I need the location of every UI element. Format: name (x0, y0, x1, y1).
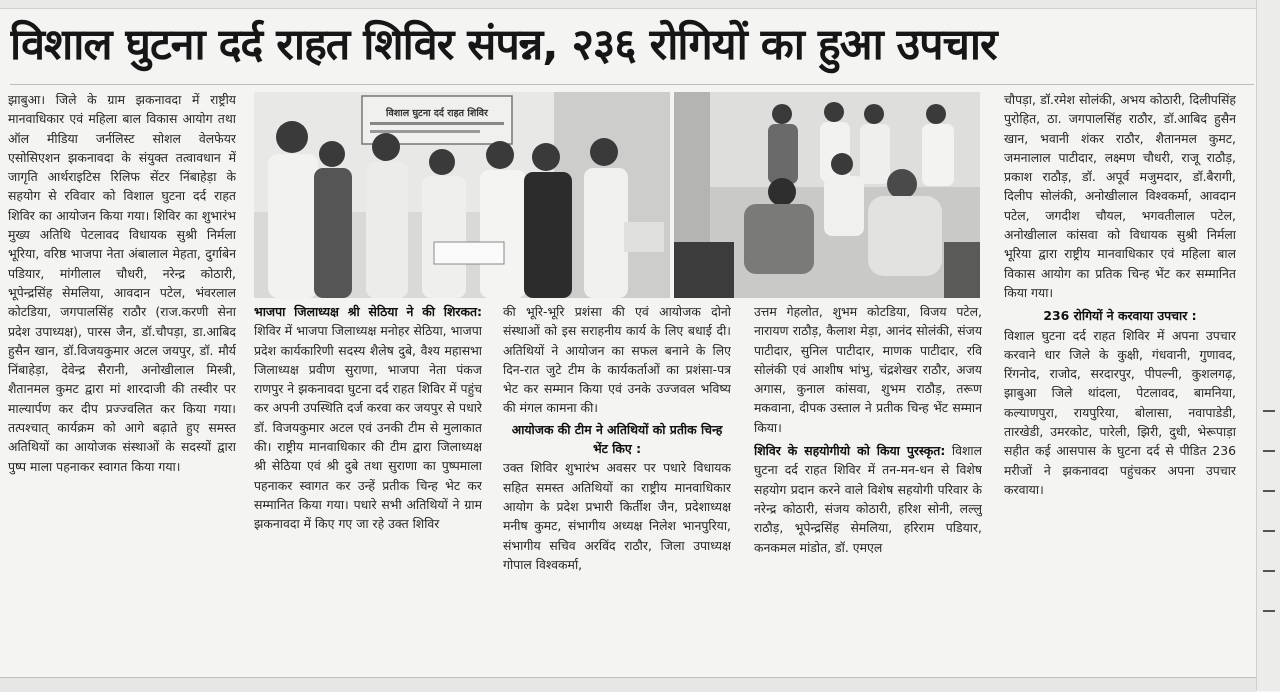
edge-mark (1263, 450, 1275, 452)
column-3-text-b: उक्त शिविर शुभारंभ अवसर पर पधारे विधायक सहित समस्त अतिथियों का राष्ट्रीय मानवाधिकार आयोग के प्रदेश प्रभारी किर्तीश जैन, प्रदेशाध्यक्ष मनीष कुमट, संभागीय अध्यक्ष निलेश भानपुरिया, संभागीय सचिव अरविंद राठौर, जिला उपाध्यक्ष गोपाल विश्वकर्मा, (503, 460, 731, 572)
column-4-body: विशाल घुटना दर्द राहत शिविर में तन-मन-धन से विशेष सहयोग प्रदान करने वाले विशेष सहयोगी परिवार के नरेन्द्र कोठारी, संजय कोठारी, हरिश सोनी, लल्लु राठौड़, भूपेन्द्रसिंह सेमलिया, हरिराम पडियार, कनकमल मांडोत, डॉ. एमएल (754, 443, 982, 555)
column-5-subheading-line (1004, 306, 1236, 325)
photo-patient-treatment (674, 92, 980, 298)
column-5-text-b: विशाल घुटना दर्द राहत शिविर में अपना उपचार करवाने धार जिले के कुक्षी, गंधवानी, गुणावद, रिंगनोद, राजोद, सरदारपुर, पीपल्नी, कुशलगढ़, झाबुआ जिले थांदला, पेटलावद, बामनिया, कल्याणपुरा, रायपुरिया, बोलासा, नवापाडेडी, तारखेडी, उमरकोट, पारेली, झिरी, दुधी, भेरूपाड़ा सहीत कई आसपास के घुटना दर्द से पीडित 236 मरीजों ने झकनावदा पहुंचकर अपना उपचार करवाया। (1004, 327, 1236, 497)
column-2-subheading: भाजपा जिलाध्यक्ष श्री सेठिया ने की शिरकत: (254, 304, 482, 319)
photo-certificate-presentation-image (254, 92, 670, 298)
column-5-text-a: चौपड़ा, डॉ.रमेश सोलंकी, अभय कोठारी, दिलीपसिंह पुरोहित, ठा. जगपालसिंह राठौर, डॉ.आबिद हुसैन खान, भवानी शंकर राठौर, शैतानमल कुमट, जमनालाल पाटीदार, लक्ष्मण चौधरी, राजू राठौड़, प्रकाश राठौड़, डॉ. अपूर्व मजुमदार, डॉ.बैरागी, दिलीप सोलंकी, अनोखीलाल विश्वकर्मा, आवदान पटेल, जगदीश चौयल, भगवतीलाल पटेल, अनोखीलाल कांसवा को विधायक सुश्री निर्मला भूरिया द्वारा राष्ट्रीय मानवाधिकार एवं महिला बाल विकास आयोग का प्रतिक चिन्ह भेंट कर सम्मानित किया गया। (1004, 92, 1236, 300)
column-2-text (254, 302, 482, 534)
edge-mark (1263, 570, 1275, 572)
column-3-subheading: आयोजक की टीम ने अतिथियों को प्रतीक चिन्ह भेंट किए : (511, 421, 723, 457)
column-2-body: शिविर में भाजपा जिलाध्यक्ष मनोहर सेठिया, भाजपा प्रदेश कार्यकारिणी सदस्य शैलेष दुबे, वैश्य महासभा जिलाध्यक्ष प्रवीण सुराणा, भाजपा नेता पंकज राणपुर ने झकनावदा घुटना दर्द राहत शिविर में पहुंच कर अपनी उपस्थिति दर्ज करवा कर जयपुर से पधारे डॉ. विजयकुमार अटल एवं उनकी टीम से मुलाकात की। राष्ट्रीय मानवाधिकार की टीम द्वारा जिलाध्यक्ष श्री सेठिया एवं श्री दुबे तथा सुराणा का पुष्पमाला पहनाकर स्वागत कर उन्हें प्रतीक चिन्ह भेट कर सम्मानित किया गया। पधारे सभी अतिथियों ने ग्राम झकनावदा में किए गए जा रहे उक्त शिविर (254, 323, 482, 532)
article-column-2 (254, 302, 482, 674)
column-4-subheading: शिविर के सहयोगीयो को किया पुरस्कृत: (754, 443, 946, 459)
column-3-text-a: की भूरि-भूरि प्रशंसा की एवं आयोजक दोनो संस्थाओं को इस सराहनीय कार्य के लिए बधाई दी। अतिथियों ने आयोजन का सफल बनाने के लिए दिन-रात जुटे टीम के कार्यकर्ताओं का प्रशंसा-पत्र भेट कर सम्मान किया एवं उनके उज्जवल भविष्य की मंगल कामना की। (503, 304, 731, 416)
column-3-subheading-line (503, 420, 731, 459)
edge-mark (1263, 530, 1275, 532)
column-1-text: झाबुआ। जिले के ग्राम झकनावदा में राष्ट्रीय मानवाधिकार एवं महिला बाल विकास आयोग तथा ऑल मीडिया जर्नलिस्ट सोशल वेलफेयर एसोसिएशन झकनावदा के संयुक्त तत्वावधान में जागृति आर्थराइटिस रिलिफ सेंटर निंबाहेड़ा के सहयोग से रविवार को विशाल घुटना दर्द राहत शिविर का आयोजन किया गया। शिविर का शुभारंभ मुख्य अतिथि पेटलावद विधायक सुश्री निर्मला भूरिया, वरिष्ठ भाजपा नेता अंबालाल मेहता, दुर्गाबेन पडियार, मांगीलाल चौधरी, नरेन्द्र कोठारी, भूपेन्द्रसिंह सेमलिया, आवदान पटेल, भंवरलाल कोटडिया, जगपालसिंह राठौर (राज.करणी सेना प्रदेश उपाध्यक्ष), पारस जैन, डॉ.चौपड़ा, डा.आबिद हुसैन खान, डॉ.विजयकुमार अटल जयपुर, डॉ. मौर्य निंबाहेड़ा, देवेन्द्र सैरानी, अनोखीलाल मिस्त्री, शैतानमल कुमट द्वारा मां शारदाजी की तस्वीर पर माल्यार्पण कर दीप प्रज्ज्वलित कर किया गया। तत्पश्चात् कार्यक्रम को आगे बढ़ाते हुए समस्त अतिथियों का आयोजक संस्थाओं के सदस्यों द्वारा पुष्प माला पहनाकर स्वागत किया गया। (8, 92, 236, 474)
edge-mark (1263, 490, 1275, 492)
banner-text: विशाल घुटना दर्द राहत शिविर (386, 108, 488, 119)
photo-patient-treatment-image (674, 92, 980, 298)
adjacent-page-edge (1256, 0, 1280, 691)
article-column-3 (503, 302, 731, 674)
headline: विशाल घुटना दर्द राहत शिविर संपन्न, २३६ रोगियों का हुआ उपचार (10, 20, 997, 70)
column-4-text-b-wrap (754, 441, 982, 557)
edge-mark (1263, 410, 1275, 412)
article-column-5 (1004, 90, 1236, 674)
column-4-text-a: उत्तम गेहलोत, शुभम कोटडिया, विजय पटेल, नारायण राठौड़, कैलाश मेड़ा, आनंद सोलंकी, संजय पाटीदार, सुनिल पाटीदार, माणक पाटीदार, रवि सोलंकी एवं आशीष भांभु, चंद्रशेखर राठौर, अजय अगास, कुनाल कांसवा, शुभम राठौड़, तरूण मकवाना, दीपक उस्ताल ने प्रतीक चिन्ह भेंट सम्मान किया। (754, 304, 982, 435)
article-column-4 (754, 302, 982, 674)
article-column-1 (8, 90, 236, 670)
edge-mark (1263, 610, 1275, 612)
top-margin-strip (0, 0, 1280, 9)
bottom-margin-strip (0, 677, 1256, 692)
photo-certificate-presentation (254, 92, 670, 298)
column-5-subheading: 236 रोगियों ने करवाया उपचार : (1043, 308, 1197, 324)
headline-divider (10, 84, 1254, 85)
